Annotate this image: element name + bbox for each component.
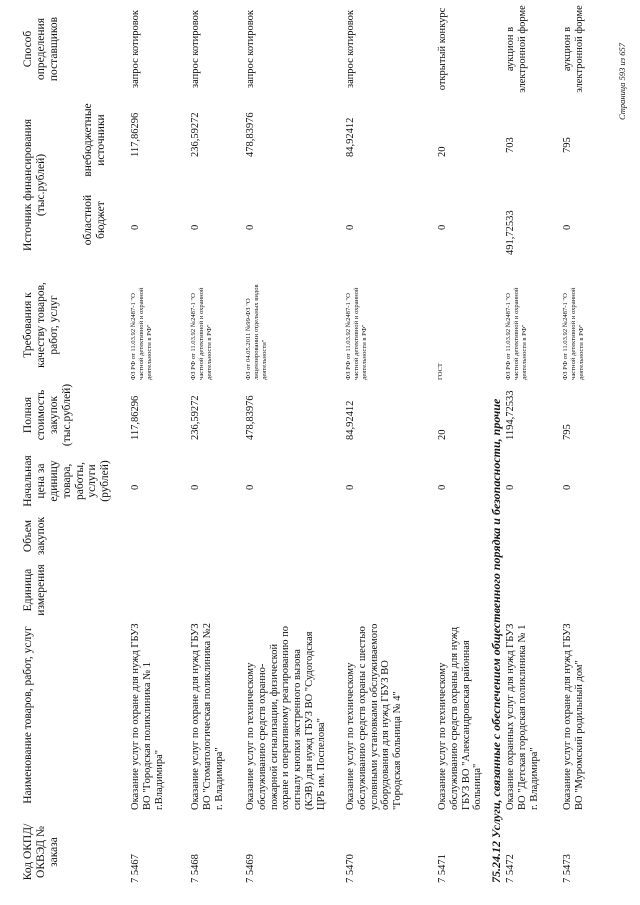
row-code: 7 5468 bbox=[190, 854, 201, 883]
row-regional: 0 bbox=[437, 224, 448, 230]
row-method: аукцион в электронной форме bbox=[562, 5, 585, 93]
page-number: Страница 593 из 657 bbox=[617, 43, 627, 120]
row-regional: 0 bbox=[562, 224, 573, 230]
row-code: 7 5471 bbox=[437, 854, 448, 883]
row-regional: 0 bbox=[190, 224, 201, 230]
row-total: 84,92412 bbox=[345, 400, 356, 440]
row-total: 1194,72533 bbox=[505, 390, 516, 440]
header-volume: Объем закупок bbox=[22, 516, 47, 556]
row-name: Оказание охранных услуг для нужд ГБУЗ ВО "Детская городская поликлиника № 1 г. Владимира" bbox=[505, 623, 540, 810]
header-method: Способ определения поставщиков bbox=[22, 16, 60, 82]
row-extra: 20 bbox=[437, 146, 448, 157]
header-requirements: Требования к качеству товаров, работ, услуг bbox=[22, 282, 60, 368]
row-unit-price: 0 bbox=[245, 484, 256, 490]
row-total: 20 bbox=[437, 429, 448, 440]
row-requirements: ФЗ РФ от 11.03.92 №2487-1 "О частной детективной и охранной деятельности в РФ" bbox=[130, 287, 154, 380]
header-source-regional: областной бюджет bbox=[82, 194, 107, 246]
row-extra: 703 bbox=[505, 137, 516, 153]
row-name: Оказание услуг по техническому обслуживанию средств охранно-пожарной сигнализации, физической охране и оперативному реагированию по сигналу кнопки экстренного вызова (КЭВ) для нужд ГБУЗ ВО "Судогодская ЦРБ им. Поспелова" bbox=[245, 625, 327, 810]
row-regional: 491,72533 bbox=[505, 210, 516, 255]
row-regional: 0 bbox=[345, 224, 356, 230]
row-name: Оказание услуг по охране для нужд ГБУЗ ВО "Муромский родильный дом" bbox=[562, 623, 585, 810]
header-source: Источник финансирования (тыс.рублей) bbox=[22, 118, 47, 252]
row-method: аукцион в электронной форме bbox=[505, 5, 528, 93]
row-requirements: ФЗ от 04.05.2011 №99-ФЗ "О лицензировании отдельных видов деятельности" bbox=[245, 284, 269, 380]
row-code: 7 5470 bbox=[345, 854, 356, 883]
row-name: Оказание услуг по техническому обслуживанию средств охраны для нужд ГБУЗ ВО "Александровская районная больница" bbox=[437, 626, 484, 810]
row-requirements: ФЗ РФ от 11.03.92 №2487-1 "О частной детективной и охранной деятельности в РФ" bbox=[190, 287, 214, 380]
row-name: Оказание услуг по техническому обслуживанию средств охраны с шестью условными установками обслуживаемого оборудования для нужд ГБУЗ ВО "Городская больница № 4" bbox=[345, 623, 403, 810]
row-method: запрос котировок bbox=[190, 10, 201, 88]
row-extra: 478,83976 bbox=[245, 112, 256, 157]
row-method: запрос котировок bbox=[130, 10, 141, 88]
row-total: 478,83976 bbox=[245, 395, 256, 440]
row-requirements: ФЗ РФ от 11.03.92 №2487-1 "О частной детективной и охранной деятельности в РФ" bbox=[505, 287, 529, 380]
row-code: 7 5469 bbox=[245, 854, 256, 883]
row-extra: 84,92412 bbox=[345, 117, 356, 157]
row-name: Оказание услуг по охране для нужд ГБУЗ ВО "Городская поликлиника № 1 г.Владимира" bbox=[130, 623, 165, 810]
row-code: 7 5473 bbox=[562, 854, 573, 883]
row-extra: 795 bbox=[562, 137, 573, 153]
header-name: Наименование товаров, работ, услуг bbox=[22, 626, 34, 804]
header-code: Код ОКПД/ ОКВЭД № заказа bbox=[22, 823, 60, 881]
row-unit-price: 0 bbox=[562, 484, 573, 490]
row-code: 7 5467 bbox=[130, 854, 141, 883]
row-unit-price: 0 bbox=[505, 484, 516, 490]
row-method: открытый конкурс bbox=[437, 7, 448, 91]
row-regional: 0 bbox=[245, 224, 256, 230]
row-unit-price: 0 bbox=[437, 484, 448, 490]
row-requirements: ГОСТ bbox=[437, 363, 444, 380]
row-total: 795 bbox=[562, 424, 573, 440]
header-total: Полная стоимость закупок (тыс.рублей) bbox=[22, 383, 73, 447]
header-unit: Единица измерения bbox=[22, 564, 47, 616]
row-unit-price: 0 bbox=[345, 484, 356, 490]
row-unit-price: 0 bbox=[130, 484, 141, 490]
row-total: 117,86296 bbox=[130, 395, 141, 440]
row-code: 7 5472 bbox=[505, 854, 516, 883]
header-source-extra: внебюджетные источники bbox=[82, 103, 107, 177]
section-heading: 75.24.12 Услуги, связанные с обеспечением общественного порядка и безопасности, прочие bbox=[489, 398, 503, 883]
row-method: запрос котировок bbox=[245, 10, 256, 88]
row-extra: 236,59272 bbox=[190, 112, 201, 157]
row-requirements: ФЗ РФ от 11.03.92 №2487-1 "О частной детективной и охранной деятельности в РФ" bbox=[345, 287, 369, 380]
row-unit-price: 0 bbox=[190, 484, 201, 490]
row-extra: 117,86296 bbox=[130, 112, 141, 157]
row-method: запрос котировок bbox=[345, 10, 356, 88]
row-regional: 0 bbox=[130, 224, 141, 230]
row-requirements: ФЗ РФ от 11.03.92 №2487-1 "О частной детективной и охранной деятельности в РФ" bbox=[562, 287, 586, 380]
header-unit-price: Начальная цена за единицу товара, работы, услуги (рублей) bbox=[22, 455, 112, 507]
row-name: Оказание услуг по охране для нужд ГБУЗ ВО "Стоматологическая поликлиника №2 г. Владимира" bbox=[190, 622, 225, 810]
row-total: 236,59272 bbox=[190, 395, 201, 440]
